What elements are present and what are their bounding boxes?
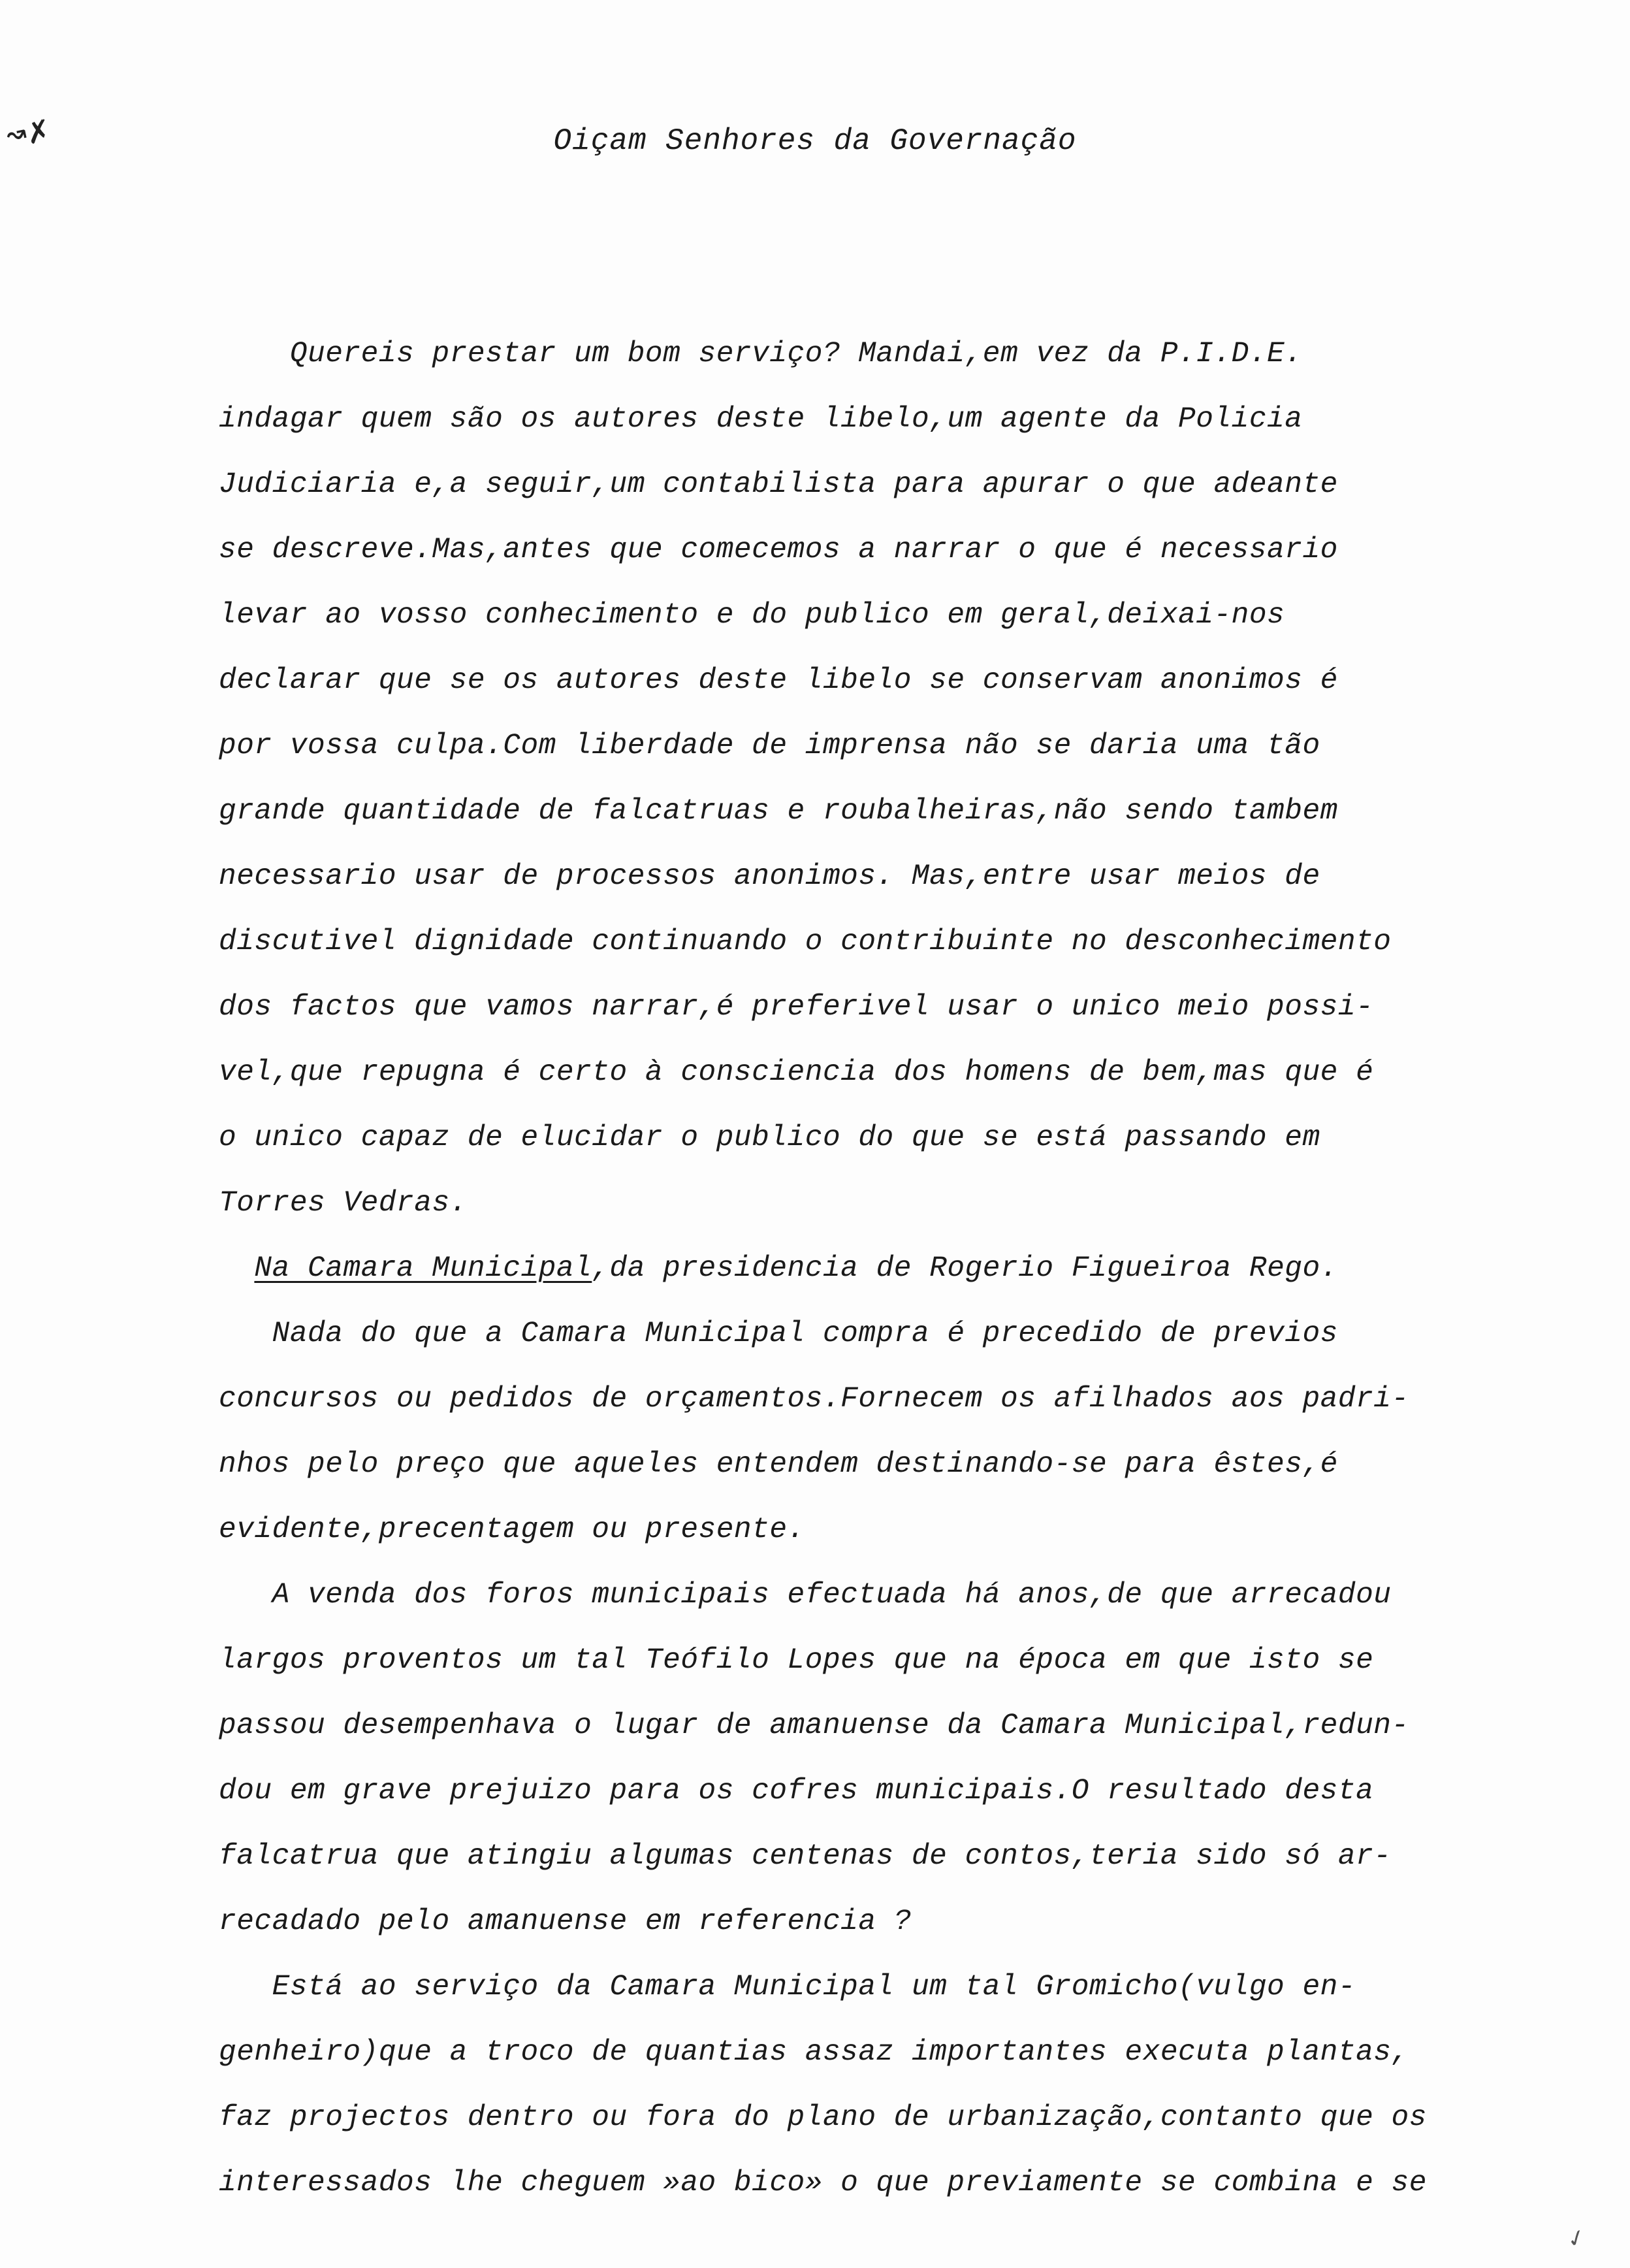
text-line: largos proventos um tal Teófilo Lopes que na época em que isto se bbox=[219, 1644, 1374, 1677]
text-line: concursos ou pedidos de orçamentos.Fornecem os afilhados aos padri- bbox=[219, 1383, 1409, 1416]
document-title: Oiçam Senhores da Governação bbox=[553, 124, 1077, 158]
text-line: A venda dos foros municipais efectuada há anos,de que arrecadou bbox=[219, 1579, 1392, 1612]
text-line: grande quantidade de falcatruas e roubalheiras,não sendo tambem bbox=[219, 795, 1338, 828]
section-heading bbox=[219, 1236, 1538, 1301]
text-line: vel,que repugna é certo à consciencia dos homens de bem,mas que é bbox=[219, 1056, 1374, 1089]
text-line: Torres Vedras. bbox=[219, 1187, 468, 1220]
text-line: dos factos que vamos narrar,é preferivel usar o unico meio possi- bbox=[219, 991, 1374, 1024]
text-line: o unico capaz de elucidar o publico do que se está passando em bbox=[219, 1122, 1320, 1154]
text-line: interessados lhe cheguem »ao bico» o que previamente se combina e se bbox=[219, 2167, 1427, 2199]
text-line: Judiciaria e,a seguir,um contabilista para apurar o que adeante bbox=[219, 468, 1338, 501]
text-line: discutivel dignidade continuando o contribuinte no desconhecimento bbox=[219, 926, 1392, 958]
text-line: passou desempenhava o lugar de amanuense da Camara Municipal,redun- bbox=[219, 1709, 1409, 1742]
text-line: genheiro)que a troco de quantias assaz importantes executa plantas, bbox=[219, 2036, 1409, 2069]
text-line: dou em grave prejuizo para os cofres municipais.O resultado desta bbox=[219, 1775, 1374, 1807]
text-line: Está ao serviço da Camara Municipal um tal Gromicho(vulgo en- bbox=[219, 1971, 1356, 2003]
text-line: necessario usar de processos anonimos. Mas,entre usar meios de bbox=[219, 860, 1320, 893]
text-line: recadado pelo amanuense em referencia ? bbox=[219, 1905, 912, 1938]
handwritten-corner-mark: ✓ bbox=[1564, 2224, 1590, 2257]
text-line: Quereis prestar um bom serviço? Mandai,em vez da P.I.D.E. bbox=[219, 338, 1303, 370]
text-line: levar ao vosso conhecimento e do publico em geral,deixai-nos bbox=[219, 599, 1285, 632]
text-line: declarar que se os autores deste libelo se conservam anonimos é bbox=[219, 664, 1338, 697]
text-line: nhos pelo preço que aqueles entendem destinando-se para êstes,é bbox=[219, 1448, 1338, 1481]
text-line: por vossa culpa.Com liberdade de imprensa não se daria uma tão bbox=[219, 730, 1320, 762]
section-heading-rest: ,da presidencia de Rogerio Figueiroa Rego. bbox=[592, 1252, 1338, 1285]
handwritten-margin-mark: ↝✗ bbox=[1, 109, 54, 160]
text-line: se descreve.Mas,antes que comecemos a narrar o que é necessario bbox=[219, 534, 1338, 566]
text-line: Nada do que a Camara Municipal compra é precedido de previos bbox=[219, 1318, 1338, 1350]
document-body bbox=[219, 321, 1538, 2216]
text-line: falcatrua que atingiu algumas centenas de contos,teria sido só ar- bbox=[219, 1840, 1392, 1873]
text-line: indagar quem são os autores deste libelo,um agente da Policia bbox=[219, 403, 1303, 436]
section-heading-underlined: Na Camara Municipal bbox=[254, 1252, 592, 1285]
text-line: evidente,precentagem ou presente. bbox=[219, 1514, 805, 1546]
text-line: faz projectos dentro ou fora do plano de urbanização,contanto que os bbox=[219, 2101, 1427, 2134]
